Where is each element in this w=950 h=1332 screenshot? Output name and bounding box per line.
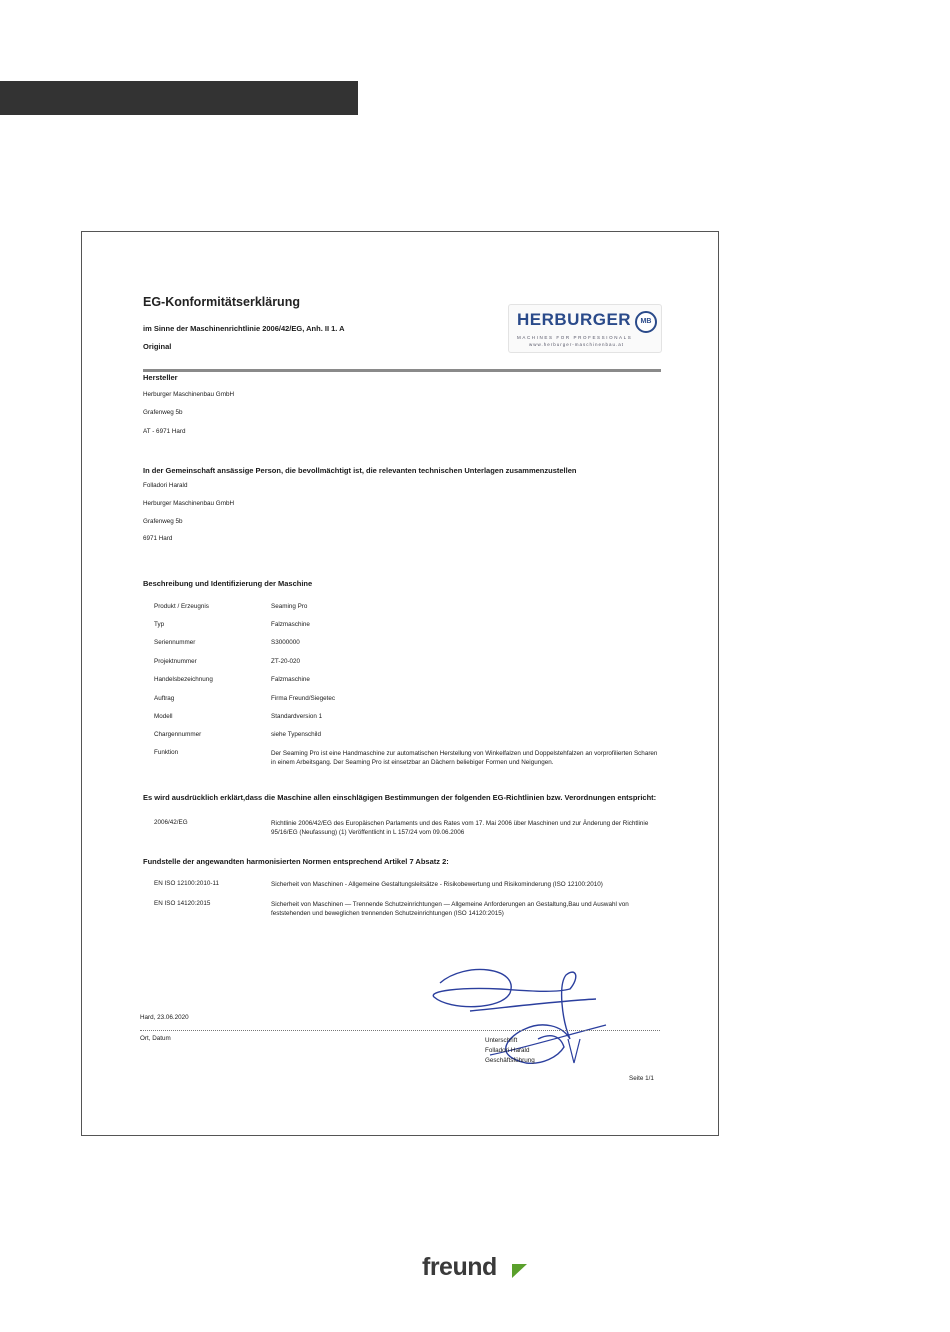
description-label: Funktion	[154, 749, 179, 756]
norm-label: EN ISO 12100:2010-11	[154, 880, 219, 887]
signature-label: Unterschrift	[485, 1037, 518, 1044]
description-label: Projektnummer	[154, 658, 197, 665]
authorized-line: Herburger Maschinenbau GmbH	[143, 500, 234, 507]
herburger-logo	[508, 304, 662, 353]
conformity-declaration-document	[81, 231, 719, 1136]
norm-text: Sicherheit von Maschinen - Allgemeine Gestaltungsleitsätze - Risikobewertung und Risikominderung (ISO 12100:2010)	[271, 881, 603, 888]
logo-wordmark: HERBURGER	[517, 310, 632, 329]
header-bar	[0, 81, 358, 115]
signature-line	[140, 1030, 660, 1031]
place-date-label: Ort, Datum	[140, 1035, 171, 1042]
logo-tagline: MACHINES FOR PROFESSIONALS	[517, 335, 633, 340]
norm-text: Sicherheit von Maschinen — Trennende Schutzeinrichtungen — Allgemeine Anforderungen an Gestaltung,Bau und Auswahl von feststehenden und beweglichen trennenden Schutzeinrichtungen (ISO 14120:2015)	[271, 901, 629, 917]
description-value: Falzmaschine	[271, 621, 310, 628]
authorized-line: 6971 Hard	[143, 535, 173, 542]
directive-label: 2006/42/EG	[154, 819, 188, 826]
manufacturer-heading: Hersteller	[143, 373, 178, 382]
description-label: Modell	[154, 713, 173, 720]
description-heading: Beschreibung und Identifizierung der Maschine	[143, 579, 313, 588]
authorized-heading: In der Gemeinschaft ansässige Person, die bevollmächtigt ist, die relevanten technischen Unterlagen zusammenzustellen	[143, 466, 577, 475]
authorized-line: Grafenweg 5b	[143, 518, 183, 525]
description-value: siehe Typenschild	[271, 731, 321, 738]
function-description: Der Seaming Pro ist eine Handmaschine zur automatischen Herstellung von Winkelfalzen und Doppelstehfalzen an vorprofilierten Scharen in einem Arbeitsgang. Der Seaming Pro ist einsetzbar an Dächern beliebiger Formen und Neigungen.	[271, 750, 658, 766]
description-value: Seaming Pro	[271, 603, 308, 610]
description-value: ZT-20-020	[271, 658, 301, 665]
logo-badge: MB	[635, 311, 657, 333]
manufacturer-line: Grafenweg 5b	[143, 409, 183, 416]
description-value: Standardversion 1	[271, 713, 323, 720]
description-label: Chargennummer	[154, 731, 202, 738]
description-value: Falzmaschine	[271, 676, 310, 683]
freund-logo: freund	[422, 1253, 497, 1281]
place-date: Hard, 23.06.2020	[140, 1014, 189, 1021]
description-label: Handelsbezeichnung	[154, 676, 213, 683]
description-value: S3000000	[271, 639, 300, 646]
logo-url: www.herburger-maschinenbau.at	[529, 342, 625, 347]
original-label: Original	[143, 342, 172, 351]
manufacturer-line: Herburger Maschinenbau GmbH	[143, 391, 234, 398]
header-rule	[143, 369, 661, 372]
freund-arrow-icon	[512, 1264, 527, 1278]
manufacturer-line: AT - 6971 Hard	[143, 428, 186, 435]
description-label: Seriennummer	[154, 639, 196, 646]
description-label: Auftrag	[154, 695, 175, 702]
directive-text: Richtlinie 2006/42/EG des Europäischen Parlaments und des Rates vom 17. Mai 2006 über Maschinen und zur Änderung der Richtlinie 95/16/EG (Neufassung) (1) Veröffentlicht in L 157/24 vom 09.06.2006	[271, 820, 649, 836]
authorized-line: Folladori Harald	[143, 482, 188, 489]
document-title: EG-Konformitätserklärung	[143, 295, 300, 309]
description-label: Produkt / Erzeugnis	[154, 603, 209, 610]
norm-label: EN ISO 14120:2015	[154, 900, 211, 907]
norms-heading: Fundstelle der angewandten harmonisierten Normen entsprechend Artikel 7 Absatz 2:	[143, 857, 449, 866]
signer-role: Geschäftsführung	[485, 1057, 535, 1064]
page-number: Seite 1/1	[629, 1075, 654, 1082]
document-subtitle: im Sinne der Maschinenrichtlinie 2006/42/EG, Anh. II 1. A	[143, 324, 345, 333]
signer-name: Folladori Harald	[485, 1047, 530, 1054]
declaration-heading: Es wird ausdrücklich erklärt,dass die Maschine allen einschlägigen Bestimmungen der folgenden EG-Richtlinien bzw. Verordnungen entspricht:	[143, 793, 657, 802]
description-value: Firma Freund/Siegetec	[271, 695, 336, 702]
description-label: Typ	[154, 621, 165, 628]
